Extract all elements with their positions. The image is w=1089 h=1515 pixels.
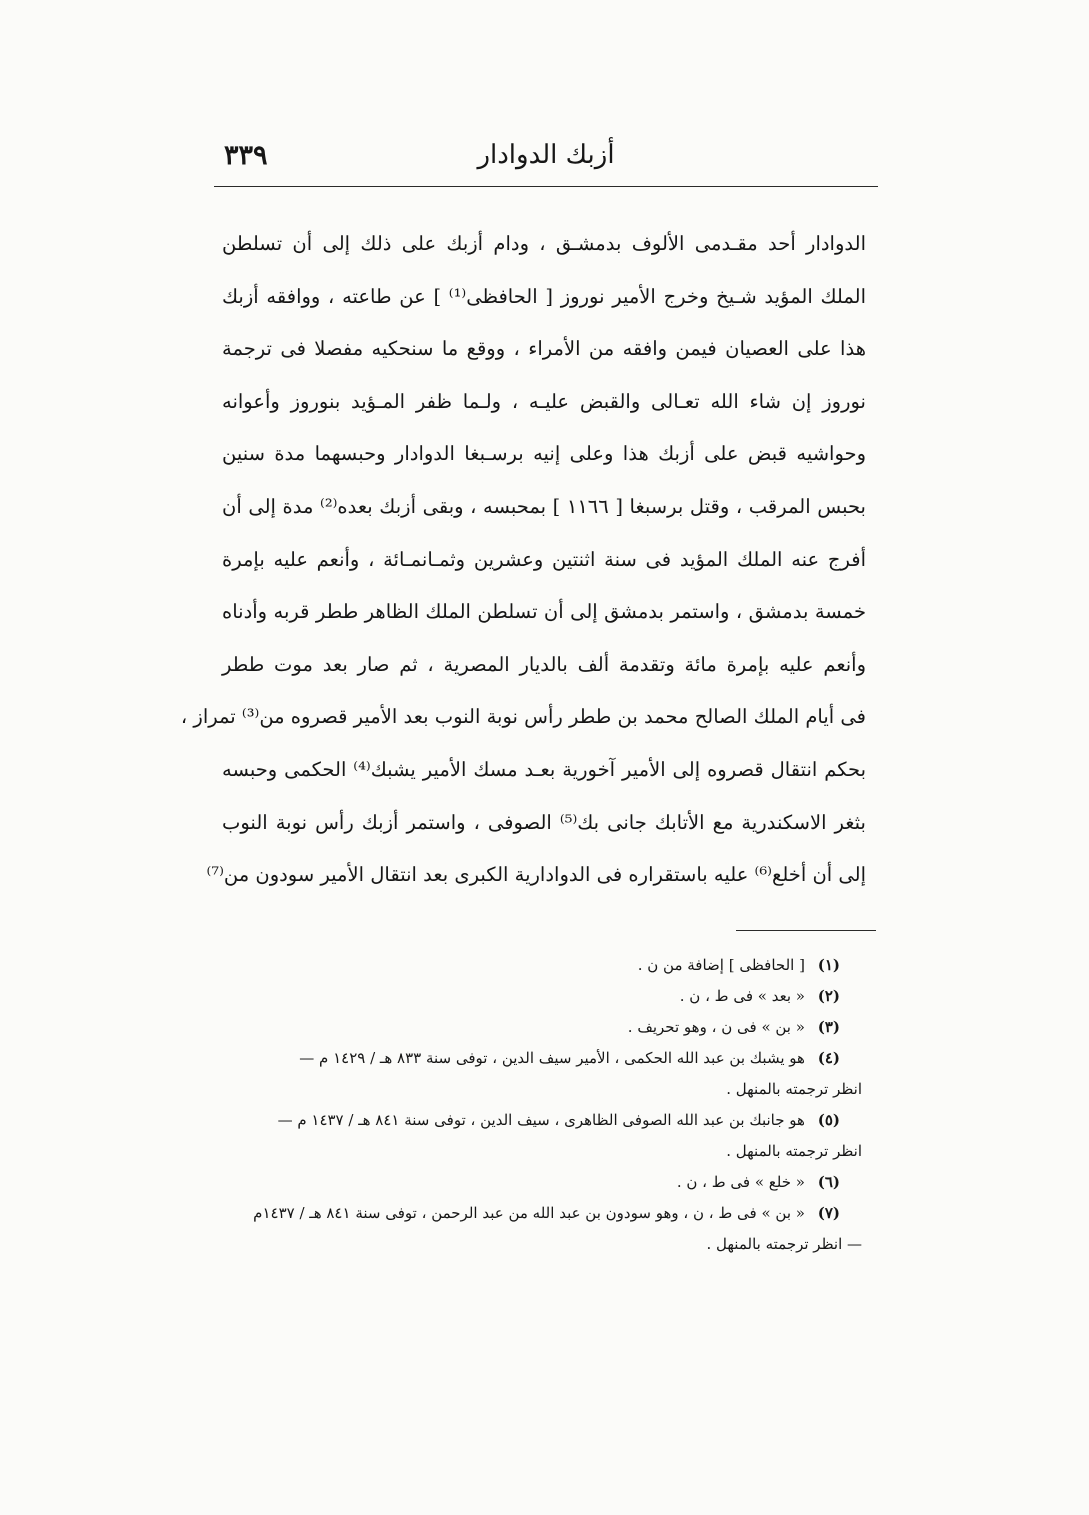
body-line: إلى أن أخلع⁽⁶⁾ عليه باستقراره فى الدوادارية الكبرى بعد انتقال الأمير سودون من⁽⁷⁾ xyxy=(206,863,866,887)
running-head: أزبك الدوادار xyxy=(477,140,615,170)
body-line: فى أيام الملك الصالح محمد بن ططر رأس نوبة النوب بعد الأمير قصروه من⁽³⁾ تمراز ، xyxy=(180,705,866,729)
body-line: بحبس المرقب ، وقتل برسبغا [ ١١٦٦ ] بمحبسه ، وبقى أزبك بعده⁽²⁾ مدة إلى أن xyxy=(222,494,866,518)
footnote-number: (٣) xyxy=(817,1018,840,1036)
footnote-continuation: انظر ترجمته بالمنهل . xyxy=(726,1080,862,1098)
footnote-number: (٧) xyxy=(817,1204,840,1222)
footnote xyxy=(214,1105,862,1136)
body-line: خمسة بدمشق ، واستمر بدمشق إلى أن تسلطن الملك الظاهر ططر قربه وأدناه xyxy=(222,600,866,624)
footnote-continuation: — انظر ترجمته بالمنهل . xyxy=(706,1235,862,1253)
footnote-number: (٦) xyxy=(817,1173,840,1191)
footnote xyxy=(214,981,862,1012)
footnote xyxy=(214,1167,862,1198)
page-number: ٣٣٩ xyxy=(224,140,268,171)
footnote-number: (١) xyxy=(817,956,840,974)
footnote-number: (٢) xyxy=(817,987,840,1005)
footnote-text: « بن » فى ط ، ن ، وهو سودون بن عبد الله من عبد الرحمن ، توفى سنة ٨٤١ هـ / ١٤٣٧م xyxy=(253,1204,805,1222)
body-line: أفرج عنه الملك المؤيد فى سنة اثنتين وعشرين وثمـانمـائة ، وأنعم عليه بإمرة xyxy=(222,547,866,571)
footnote xyxy=(214,1012,862,1043)
footnote-text: هو يشبك بن عبد الله الحكمى ، الأمير سيف الدين ، توفى سنة ٨٣٣ هـ / ١٤٢٩ م — xyxy=(299,1049,805,1067)
body-line: الدوادار أحد مقـدمى الألوف بدمشـق ، ودام أزبك على ذلك إلى أن تسلطن xyxy=(222,232,866,255)
footnote-number: (٥) xyxy=(817,1111,840,1129)
body-line: الملك المؤيد شـيخ وخرج الأمير نوروز [ الحافظى⁽¹⁾ ] عن طاعته ، ووافقه أزبك xyxy=(222,284,867,308)
footnote-text: « بعد » فى ط ، ن . xyxy=(679,987,805,1005)
header-rule xyxy=(214,186,878,187)
footnotes xyxy=(214,950,862,1260)
footnote xyxy=(214,1198,862,1229)
body-line: وأنعم عليه بإمرة مائة وتقدمة ألف بالديار المصرية ، ثم صار بعد موت ططر xyxy=(222,652,866,676)
body-line: وحواشيه قبض على أزبك هذا وعلى إنيه برسـبغا الدوادار وحبسهما مدة سنين xyxy=(222,442,866,466)
body-line: بثغر الاسكندرية مع الأتابك جانى بك⁽⁵⁾ الصوفى ، واستمر أزبك رأس نوبة النوب xyxy=(222,810,866,834)
footnote xyxy=(214,950,862,981)
page-header xyxy=(214,128,878,184)
footnote xyxy=(214,1043,862,1074)
body-text xyxy=(180,218,867,902)
footnote-continuation: انظر ترجمته بالمنهل . xyxy=(726,1142,862,1160)
body-line: بحكم انتقال قصروه إلى الأمير آخورية بعـد مسك الأمير يشبك⁽⁴⁾ الحكمى وحبسه xyxy=(222,757,867,781)
footnote-text: هو جانبك بن عبد الله الصوفى الظاهرى ، سيف الدين ، توفى سنة ٨٤١ هـ / ١٤٣٧ م — xyxy=(277,1111,805,1129)
footnote-text: « خلع » فى ط ، ن . xyxy=(676,1173,805,1191)
body-line: هذا على العصيان فيمن وافقه من الأمراء ، ووقع ما سنحكيه مفصلا فى ترجمة xyxy=(222,337,866,361)
body-line: نوروز إن شاء الله تعـالى والقبض عليـه ، ولـما ظفر المـؤيد بنوروز وأعوانه xyxy=(222,389,866,413)
footnote-separator xyxy=(736,930,876,931)
footnote-number: (٤) xyxy=(817,1049,840,1067)
footnote-text: [ الحافظى ] إضافة من ن . xyxy=(637,956,805,974)
footnote-text: « بن » فى ن ، وهو تحريف . xyxy=(627,1018,805,1036)
